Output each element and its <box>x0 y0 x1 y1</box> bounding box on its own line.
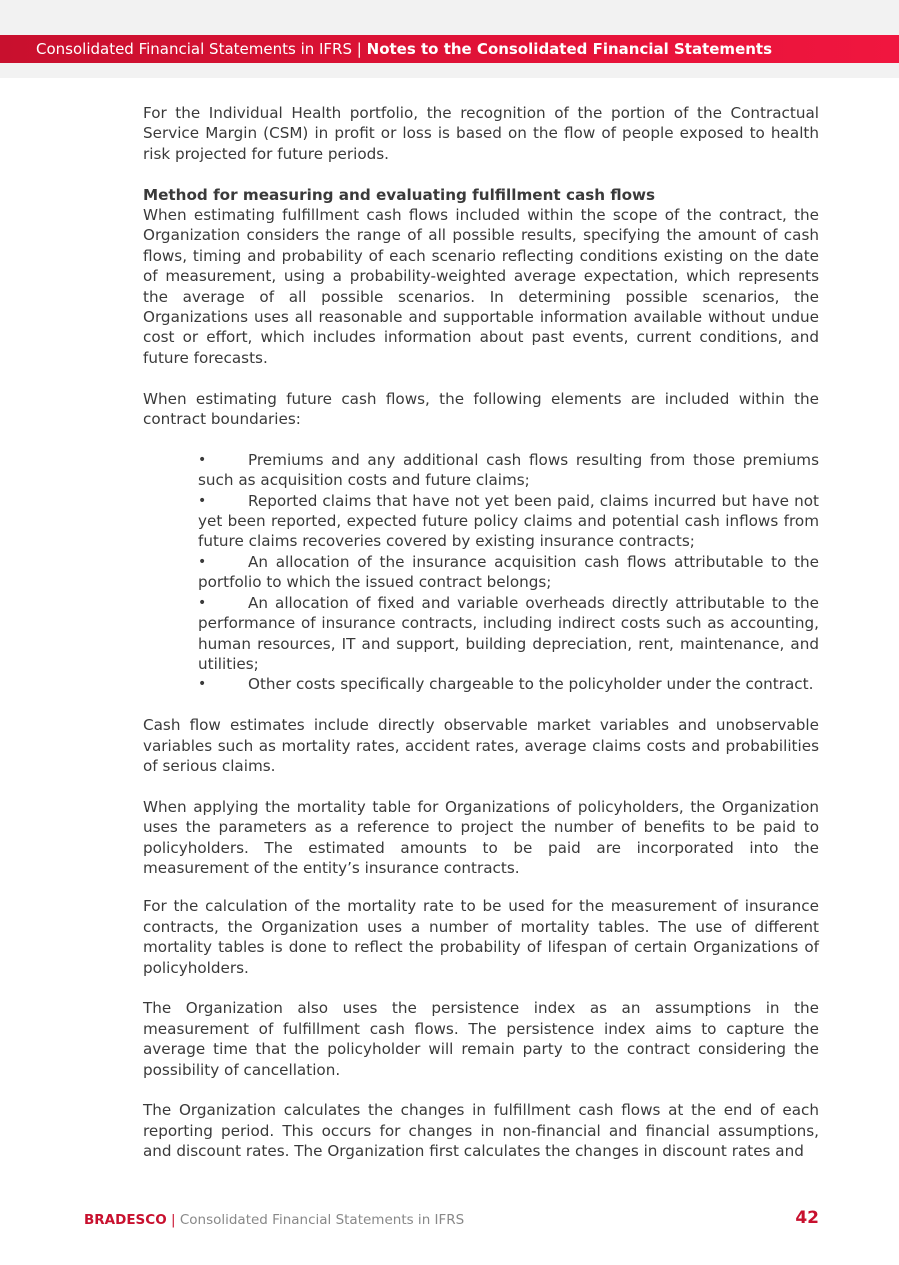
paragraph-gap <box>143 429 819 449</box>
page-header-bar <box>0 35 899 63</box>
paragraph-gap <box>143 695 819 715</box>
paragraph-gap <box>143 368 819 388</box>
paragraph-mortality-rate: For the calculation of the mortality rate to be used for the measurement of insurance contracts, the Organization uses a number of mortality tables. The use of different mortality tables is done to reflect the probability of lifespan of certain Organizations of policyholders. <box>143 897 819 977</box>
paragraph-gap <box>143 776 819 796</box>
paragraph-fulfillment-estimation: When estimating fulfillment cash flows included within the scope of the contract, the Organization considers the range of all possible results, specifying the amount of cash flows, timing and probability of each scenario reflecting conditions existing on the date of measurement, using a probability-weighted average expectation, which represents the average of all possible scenarios. In determining possible scenarios, the Organizations uses all reasonable and supportable information available without undue cost or effort, which includes information about past events, current conditions, and future forecasts. <box>143 206 819 367</box>
paragraph-csm-recognition: For the Individual Health portfolio, the recognition of the portion of the Contractual Service Margin (CSM) in profit or loss is based on the flow of people exposed to health risk projected for future periods. <box>143 104 819 163</box>
header-text <box>36 35 772 63</box>
paragraph-changes-calculation: The Organization calculates the changes in fulfillment cash flows at the end of each reporting period. This occurs for changes in non-financial and financial assumptions, and discount rates. The Organization first calculates the changes in discount rates and <box>143 1101 819 1161</box>
bullet-item-other-costs: • Other costs specifically chargeable to the policyholder under the contract. <box>198 674 819 694</box>
paragraph-contract-boundaries-intro: When estimating future cash flows, the following elements are included within the contract boundaries: <box>143 389 819 429</box>
paragraph-cash-flow-estimates: Cash flow estimates include directly observable market variables and unobservable variables such as mortality rates, accident rates, average claims costs and probabilities of serious claims. <box>143 716 819 775</box>
paragraph-persistence-index: The Organization also uses the persistence index as an assumptions in the measurement of fulfillment cash flows. The persistence index aims to capture the average time that the policyholder will remain party to the contract considering the possibility of cancellation. <box>143 999 819 1079</box>
bullet-item-claims: • Reported claims that have not yet been paid, claims incurred but have not yet been reported, expected future policy claims and potential cash inflows from future claims recoveries covered by existing insurance contracts; <box>198 491 819 552</box>
bullet-item-overheads: • An allocation of fixed and variable overheads directly attributable to the performance of insurance contracts, including indirect costs such as accounting, human resources, IT and support, building depreciation, rent, maintenance, and utilities; <box>198 593 819 675</box>
header-subsection-title: Notes to the Consolidated Financial Statements <box>366 40 773 58</box>
top-margin-strip <box>0 0 899 35</box>
paragraph-gap <box>143 1080 819 1100</box>
bullet-item-premiums: • Premiums and any additional cash flows resulting from those premiums such as acquisition costs and future claims; <box>198 450 819 491</box>
page-number: 42 <box>795 1208 819 1228</box>
paragraph-gap <box>143 978 819 998</box>
section-subheading: Method for measuring and evaluating fulfillment cash flows <box>143 185 656 204</box>
bullet-item-acquisition-cash-flows: • An allocation of the insurance acquisition cash flows attributable to the portfolio to which the issued contract belongs; <box>198 552 819 593</box>
header-section-title: Consolidated Financial Statements in IFRS <box>36 40 353 58</box>
footer-brand: BRADESCO <box>84 1212 167 1228</box>
page-footer <box>84 1210 819 1230</box>
paragraph-gap <box>143 164 819 184</box>
document-body <box>143 103 819 1162</box>
header-under-strip <box>0 63 899 78</box>
header-separator: | <box>356 40 362 58</box>
footer-document-title: Consolidated Financial Statements in IFRS <box>179 1212 465 1228</box>
bullet-list <box>143 450 819 695</box>
footer-separator: | <box>170 1212 176 1228</box>
paragraph-mortality-table: When applying the mortality table for Organizations of policyholders, the Organization uses the parameters as a reference to project the number of benefits to be paid to policyholders. The estimated amounts to be paid are incorporated into the measurement of the entity’s insurance contracts. <box>143 797 819 877</box>
paragraph-gap <box>143 878 819 896</box>
